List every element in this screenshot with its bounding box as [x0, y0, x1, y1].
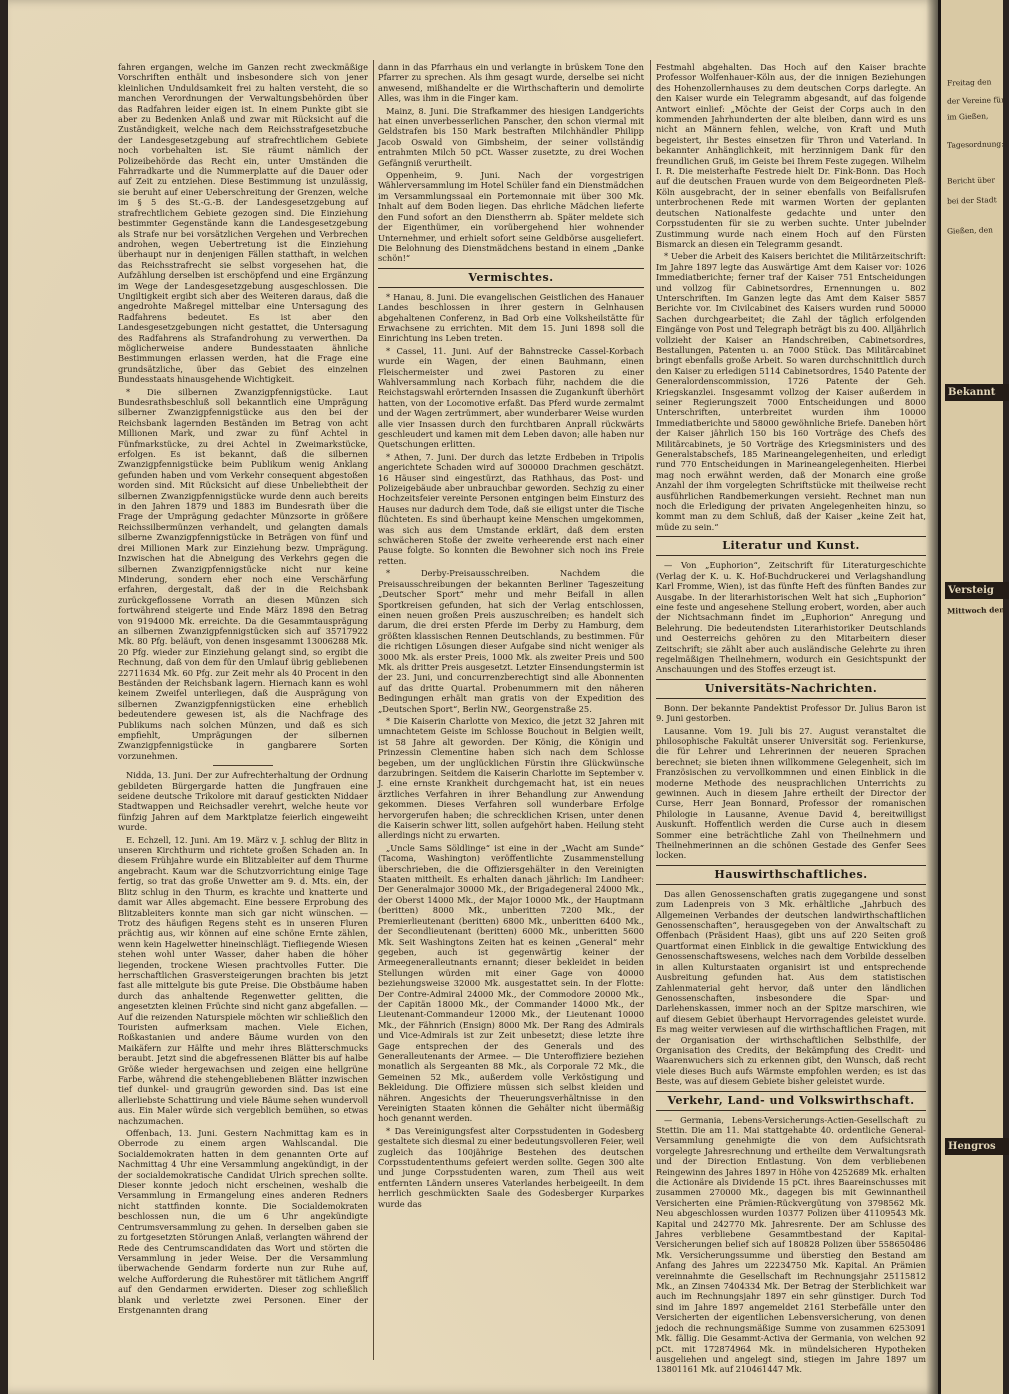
edge-line: im Gießen, [946, 111, 989, 122]
article-uncle-sam: „Uncle Sams Söldlinge“ ist eine in der „Wacht am Sunde“ (Tacoma, Washington) veröffentlichte Zusammenstellung überschrieben, die die Offiziersgehälter in den Vereinigten Staaten mittheilt. Es erhalten danach jährlich: Im Landheer: Der Generalmajor 30000 Mk., der Brigadegeneral 24000 Mk., der Oberst 14000 Mk., der Major 10000 Mk., der Hauptmann (beritten) 8000 Mk., unberitten 7200 Mk., der Premierlieutenant (beritten) 6800 Mk., unberitten 6400 Mk., der Secondlieutenant (beritten) 6000 Mk., unberitten 5600 Mk. Seit Washingtons Zeiten hat es keinen „General“ mehr gegeben, auch ist gegenwärtig keiner der Armeegeneralleutnants ernannt; dieser bekleidet in beiden Stellungen würden mit einer Gage von 40000 beziehungsweise 32000 Mk. ausgestattet sein. In der Flotte: Der Contre-Admiral 24000 Mk., der Commodore 20000 Mk., der Capitän 18000 Mk., der Commander 14000 Mk., der Lieutenant-Commandeur 12000 Mk., der Lieutenant 10000 Mk., der Fähnrich (Ensign) 8000 Mk. Der Rang des Admirals und Vice-Admirals ist zur Zeit unbesetzt; diese letzte ihre Gage entsprechen der des Generals und des Generalleutenants der Armee. — Die Unteroffiziere beziehen monatlich als Sergeanten 88 Mk., als Corporale 72 Mk., die Gemeinen 52 Mk., außerdem volle Verköstigung und Bekleidung. Die Offiziere müssen sich selbst kleiden und nähren. Angesichts der Theuerungsverhältnisse in den Vereinigten Staaten können die Gehälter nicht übermäßig hoch genannt werden. [378, 842, 644, 1124]
article-cassel: * Cassel, 11. Juni. Auf der Bahnstrecke Cassel-Korbach wurde ein Wagen, der einen Bauhmann, einen Fleischermeister und zwei Pastoren zu einer Wahlversammlung nach Korbach führ, nachdem die die Reichstagswahl erörternden Insassen die Zugankunft überhört hatten, von der Locomotive erfaßt. Das Pferd wurde zermalmt und der Wagen zertrümmert, aber wunderbarer Weise wurden alle vier Insassen durch den furchtbaren Anprall rückwärts geschleudert und kamen mit dem Leben davon; alle haben nur Quetschungen erlitten. [378, 345, 644, 450]
adjacent-page-edge [938, 0, 1003, 1394]
edge-line: der Vereine für [946, 95, 1005, 106]
article-echzell: E. Echzell, 12. Juni. Am 19. März v. J. schlug der Blitz in unseren Kirchthurm und richtete großen Schaden an. In diesem Frühjahre wurde ein Blitzableiter auf dem Thurme angebracht. Kaum war die Schutzvorrichtung einige Tage fertig, so trat das große Unwetter am 9. d. Mts. ein, der Blitz schlug in den Thurm, es krachte und knatterte und damit war Alles abgemacht. Eine bessere Erprobung des Blitzableiters konnte man sich gar nicht wünschen. — Trotz des häufigen Regens steht es in unseren Fluren prächtig aus, wir können auf eine schöne Ernte zählen, wenn kein Hagelwetter hineinschlägt. Tiefliegende Wiesen stehen wohl unter Wasser, daher haben die höher liegenden, trockene Wiesen prachtvolles Futter. Die herrschaftlichen Grasversteigerungen brachten bis jetzt fast alle mittelgute bis gute Preise. Die Obstbäume haben durch das anhaltende Regenwetter gelitten, die angesetzten kleinen Früchte sind nicht ganz abgefallen. — Auf die reizenden Naturspiele möchten wir schließlich den Touristen aufmerksam machen. Viele Eichen, Roßkastanien und andere Bäume wurden von den Maikäfern zur Hälfte und mehr ihres Blätterschmucks beraubt. Jetzt sind die abgefressenen Blätter bis auf halbe Größe wieder hergewachsen und zeigen eine hellgrüne Farbe, während die stehengebliebenen Blätter inzwischen tief dunkel- und graugrün geworden sind. Das ist eine allerliebste Schattirung und viele Bäume sehen wundervoll aus. Ein Maler würde sich vergeblich bemühen, so etwas nachzumachen. [118, 834, 368, 1126]
section-heading-verkehr: Verkehr, Land- und Volkswirthschaft. [656, 1091, 926, 1111]
article-bonn: Bonn. Der bekannte Pandektist Professor Dr. Julius Baron ist 9. Juni gestorben. [656, 702, 926, 724]
edge-line: Gießen, den [946, 225, 994, 236]
separator [213, 765, 273, 766]
article-euphorion: — Von „Euphorion“, Zeitschrift für Literaturgeschichte (Verlag der K. u. K. Hof-Buchdruckerei und Verlagshandlung Karl Fromme, Wien), ist das fünfte Heft des fünften Bandes zur Ausgabe. In der literarhistorischen Welt hat sich „Euphorion“ eine feste und angesehene Stellung erobert, worden, aber auch der Nichtsachmann findet im „Euphorion“ Anregung und Belehrung. Die bedeutendsten Literarhistoriker Deutschlands und Oesterreichs gehören zu den Mitarbeitern dieser Zeitschrift; sie zählt aber auch ausländische Gelehrte zu ihren regelmäßigen Theilnehmern, wodurch ein Gesichtspunkt der Anschauungen und des Stoffes erzeugt ist. [656, 560, 926, 675]
article-hanau: * Hanau, 8. Juni. Die evangelischen Geistlichen des Hanauer Landes beschlossen in ihrer gestern in Gelnhausen abgehaltenen Conferenz, in Bad Orb eine Volksheilstätte für Erwachsene zu errichten. Mit dem 15. Juni 1898 soll die Einrichtung ins Leben treten. [378, 291, 644, 344]
article-germania: — Germania, Lebens-Versicherungs-Actien-Gesellschaft zu Stettin. Die am 11. Mai stattgehabte 40. ordentliche General-Versammlung genehmigte die von dem Aufsichtsrath vorgelegte Jahresrechnung und ertheilte dem Verwaltungsrath und der Direction Entlastung. Von dem verbliebenen Reingewinn des Jahres 1897 in Höhe von 4252689 Mk. erhalten die Actionäre als Dividende 15 pCt. ihres Baareinschusses mit zusammen 270000 Mk., dagegen bis mit Gewinnantheil Versicherten eine Prämien-Rückvergütung von 3798562 Mk. Neu abgeschlossen wurden 10377 Polizen über 41109543 Mk. Kapital und 242770 Mk. Jahresrente. Der am Schlusse des Jahres verbliebene Gesammtbestand der Kapital-Versicherungen belief sich auf 180828 Polizen über 558650486 Mk. Versicherungssumme und überstieg den Bestand am Anfang des Jahres um 22234750 Mk. Kapital. An Prämien vereinnahmte die Gesellschaft im Rechnungsjahr 25115812 Mk., an Zinsen 7404334 Mk. Der Betrag der Sterblichkeit war auch im Rechnungsjahr 1897 ein sehr günstiger. Durch Tod sind im Jahre 1897 angemeldet 2161 Sterbefälle unter den Versicherten der eigentlichen Lebensversicherung, von denen jedoch die rechnungsmäßige Summe von zusammen 6253091 Mk. fällig. Die Gesammt-Activa der Germania, von welchen 92 pCt. mit 172874964 Mk. in mündelsicheren Hypotheken ausgeliehen und angelegt sind, stiegen im Jahre 1897 um 13801161 Mk. auf 210461447 Mk. [656, 1114, 926, 1375]
article-jahrbuch: Das allen Genossenschaften gratis zugegangene und sonst zum Ladenpreis von 3 Mk. erhältliche „Jahrbuch des Allgemeinen Verbandes der deutschen landwirthschaftlichen Genossenschaften“, herausgegeben von der Anwaltschaft zu Offenbach (Präsident Haas), gibt uns auf 220 Seiten groß Quartformat einen Einblick in die gewaltige Entwicklung des Genossenschaftswesens, welches nach dem Vorbilde desselben in allen Kulturstaaten organisirt ist und entsprechende Ausbreitung gefunden hat. Aus dem statistischen Zahlenmaterial geht hervor, daß unter den ländlichen Genossenschaften, insbesondere die Spar- und Darlehenskassen, immer noch an der Spitze marschiren, wie auf diesem Gebiet überhaupt Hervorragendes geleistet wurde. Es mag weiter verwiesen auf die wirthschaftlichen Fragen, mit der Organisation der wirthschaftlichen Selbsthilfe, der Organisation des Credits, der Bekämpfung des Credit- und Waarenwuchers sich zu erkennen gibt, den Wunsch, daß recht viele dieses Buch aufs Wärmste empfohlen werden; es ist das Beste, was auf diesem Gebiete bisher geleistet wurde. [656, 888, 926, 1087]
article-oppenheim: Oppenheim, 9. Juni. Nach der vorgestrigen Wählerversammlung im Hotel Schüler fand ein Dienstmädchen im Versammlungssaal ein Portemonnaie mit über 300 Mk. Inhalt auf dem Boden liegen. Das ehrliche Mädchen lieferte den Fund sofort an den Dienstherrn ab. Später meldete sich der Eigenthümer, ein vorübergehend hier wohnender Unternehmer, und erhielt sofort seine Geldbörse ausgeliefert. Die Belohnung des Dienstmädchens bestand in einem „Danke schön!“ [378, 170, 644, 264]
column-rule-1 [373, 60, 374, 1360]
article-festmahl: Festmahl abgehalten. Das Hoch auf den Kaiser brachte Professor Wolfenhauer-Köln aus, der die innigen Beziehungen des Hohenzollernhauses zu dem deutschen Corps darlegte. An den Kaiser wurde ein Telegramm abgesandt, auf das folgende Antwort einlief: „Möchte der Geist der Corps auch in den kommenden Jahrhunderten der alte bleiben, dann wird es uns nicht an Männern fehlen, welche, von Kraft und Muth begeistert, ihr Bestes einsetzen für Thron und Vaterland. In bekannter Anhänglichkeit, mit herzinnigem Dank für den freundlichen Gruß, im Geiste bei Ihrem Feste zugegen. Wilhelm I. R. Die meisterhafte Festrede hielt Dr. Fink-Bonn. Das Hoch auf die deutschen Frauen wurde von dem Beigeordneten Pleß-Köln ausgebracht, der in seiner ebenfalls von Beifallsrufen unterbrochenen Rede mit warmen Worten der geplanten deutschen Nationalfeste gedachte und unter den Corpsstudenten für sie zu werben suchte. Unter jubelnder Zustimmung wurde nach einem Hoch auf den Fürsten Bismarck an diesen ein Telegramm gesandt. [656, 62, 926, 249]
article-zwanzigpfennigstuecke: * Die silbernen Zwanzigpfennigstücke. Laut Bundesrathsbeschluß soll bekanntlich eine Umprägung silberner Zwanzigpfennigstücke aus den bei der Reichsbank lagernden Beständen im Betrag von acht Millionen Mark, und zwar zu fünf Achtel in Fünfmarkstücke, zu drei Achtel in Zweimarkstücke, erfolgen. Es ist bekannt, daß die silbernen Zwanzigpfennigstücke beim Publikum wenig Anklang gefunden haben und vom Verkehr consequent abgestoßen worden sind. Mit Rücksicht auf diese Unbeliebtheit der silbernen Zwanzigpfennigstücke wurde denn auch bereits in den Jahren 1879 und 1883 im Bundesrath über die Frage der Umprägung gedachter Münzsorte in größere Reichssilbermünzen verhandelt, und gelangten damals silberne Zwanzigpfennigstücke in Beträgen von fünf und drei Millionen Mark zur Einziehung bezw. Umprägung. Inzwischen hat die Abneigung des Verkehrs gegen die silbernen Zwanzigpfennigstücke nicht nur keine Minderung, sondern eher noch eine Verschärfung erfahren, dergestalt, daß der in die Reichsbank zurückgeflossene Vorrath an diesen Münzen sich fortwährend steigerte und Ende März 1898 den Betrag von 9194000 Mk. erreichte. Da die Gesammtausprägung an silbernen Zwanzigpfennigstücken sich auf 35717922 Mk. 80 Pfg. beläuft, von denen insgesammt 13006288 Mk. 20 Pfg. wieder zur Einziehung gelangt sind, so ergibt die Rechnung, daß von dem für den Umlauf übrig gebliebenen 22711634 Mk. 60 Pfg. zur Zeit mehr als 40 Procent in den Beständen der Reichsbank lagern. Hiernach kann es wohl keinem Zweifel unterliegen, daß die Ausprägung von silbernen Zwanzigpfennigstücken eine erheblich bedeutendere gewesen ist, als die Nachfrage des Publikums nach solchen Münzen, und daß es sich empfiehlt, Umprägungen der silbernen Zwanzigpfennigstücke in gangbarere Sorten vorzunehmen. [118, 386, 368, 761]
article-mainz: Mainz, 8. Juni. Die Strafkammer des hiesigen Landgerichts hat einen unverbesserlichen Panscher, den schon viermal mit Geldstrafen bis 150 Mark bestraften Milchhändler Philipp Jacob Oswald von Gimbsheim, der seiner vollständig entrahmten Milch 50 pCt. Wasser zusetzte, zu drei Wochen Gefängniß verurtheilt. [378, 105, 644, 168]
edge-line: Freitag den [946, 77, 992, 88]
article-pfarrhaus: dann in das Pfarrhaus ein und verlangte in brüskem Tone den Pfarrer zu sprechen. Als ihm gesagt wurde, derselbe sei nicht anwesend, mißhandelte er die Wirthschafterin und demolirte Alles, was ihm in die Finger kam. [378, 62, 644, 104]
article-offenbach: Offenbach, 13. Juni. Gestern Nachmittag kam es in Oberrode zu einem argen Wahlscandal. Die Socialdemokraten hatten in dem genannten Orte auf Nachmittag 4 Uhr eine Versammlung angekündigt, in der der socialdemokratische Candidat Ulrich sprechen sollte. Dieser konnte jedoch nicht erscheinen, weshalb die Versammlung in Ermangelung eines anderen Redners nicht stattfinden konnte. Die Socialdemokraten beschlossen nun, die um 6 Uhr angekündigte Centrumsversammlung zu gehen. In derselben gaben sie zu fortgesetzten Störungen Anlaß, verlangten während der Rede des Centrumscandidaten das Wort und störten die Versammlung in jeder Weise. Der die Versammlung überwachende Gendarm forderte nun zur Ruhe auf, welche Aufforderung die Ruhestörer mit tätlichem Angriff auf den Gendarmen erwiderten. Dieser zog schließlich blank und verletzte zwei Personen. Einer der Erstgenannten drang [118, 1128, 368, 1315]
article-kaiserin-charlotte: * Die Kaiserin Charlotte von Mexico, die jetzt 32 Jahren mit umnachtetem Geiste im Schlosse Bouchout in Belgien weilt, ist 58 Jahre alt geworden. Der König, die Königin und Prinzessin Clementine haben sich nach dem Schlosse begeben, um der unglücklichen Fürstin ihre Glückwünsche darzubringen. Seitdem die Kaiserin Charlotte im September v. J. eine ernste Krankheit durchgemacht hat, ist ein neues ärztliches Verfahren in ihrer Behandlung zur Anwendung gekommen. Dieses Verfahren soll wunderbare Erfolge hervorgerufen haben; die schrecklichen Krisen, unter denen die Kaiserin schwer litt, sollen aufgehört haben. Heilung steht allerdings nicht zu erwarten. [378, 715, 644, 841]
section-heading-vermischtes: Vermischtes. [378, 268, 644, 288]
edge-heading: Bekannt [945, 384, 1009, 401]
article-derby: * Derby-Preisausschreiben. Nachdem die Preisausschreibungen der bekannten Berliner Tageszeitung „Deutscher Sport“ mehr und mehr Beifall in allen Sportkreisen gefunden, hat sich der Verlag entschlossen, einen neuen großen Preis auszuschreiben; es handelt sich darum, die drei ersten Pferde im Derby zu Hamburg, dem größten klassischen Rennen Deutschlands, zu bestimmen. Für die richtigen Lösungen dieser Aufgabe sind nicht weniger als 3000 Mk. als erster Preis, 1000 Mk. als zweiter Preis und 500 Mk. als dritter Preis ausgesetzt. Letzter Einsendungstermin ist der 23. Juni, und concurrenzberechtigt sind alle Abonnenten auf das dritte Quartal. Probenummern mit den näheren Bedingungen erhält man gratis von der Expedition des „Deutschen Sport“, Berlin NW., Georgenstraße 25. [378, 568, 644, 714]
section-heading-universitaet: Universitäts-Nachrichten. [656, 679, 926, 699]
page-sheet [8, 0, 938, 1394]
article-radfahr-verordnung: fahren ergangen, welche im Ganzen recht zweckmäßige Vorschriften enthält und insbesondere sich von jener kleinlichen Unduldsamkeit frei zu halten versteht, die so manchen Verordnungen der Verwaltungsbehörden über das Radfahren leider eigen ist. In einem Punkte gibt sie aber zu Bedenken Anlaß und zwar mit Rücksicht auf die Zuständigkeit, welche nach dem Reichsstrafgesetzbuche der Landesgesetzgebung auf strafrechtlichem Gebiete noch vorbehalten ist. Sie räumt nämlich der Polizeibehörde das Recht ein, unter Umständen die Fahrradkarte und die Nummerplatte auf die Dauer oder auf Zeit zu entziehen. Diese Bestimmung ist unzulässig, sie beruht auf einer Ueberschreitung der Grenzen, welche im § 5 des St.-G.-B. der Landesgesetzgebung auf strafrechtlichem Gebiete gezogen sind. Die Einziehung bestimmter Gegenstände kann die Landesgesetzgebung als Strafe nur bei vorsätzlichen Vergehen und Verbrechen androhen, wegen Uebertretung ist die Einziehung überhaupt nur in denjenigen Fällen statthaft, in welchen das Reichsstrafrecht sie selbst vorgesehen hat, die Aufzählung derselben ist erschöpfend und eine Ergänzung im Wege der Landesgesetzgebung ausgeschlossen. Die Ungiltigkeit ergibt sich aber des Weiteren daraus, daß die angedrohte Maßregel mittelbar eine Untersagung des Radfahrens bedeutet. Es ist aber den Landesgesetzgebungen nicht gestattet, die Untersagung des Radfahrens als Strafandrohung zu verwerthen. Da möglicherweise andere Bundesstaaten ähnliche Bestimmungen erlassen werden, hat die Frage eine grundsätzliche, über das Gebiet des einzelnen Bundesstaats hinausgehende Wichtigkeit. [118, 62, 368, 385]
article-lausanne: Lausanne. Vom 19. Juli bis 27. August veranstaltet die philosophische Fakultät unserer Universität sog. Ferienkurse, die für Lehrer und Lehrerinnen der neueren Sprachen berechnet; sie bieten ihnen willkommene Gelegenheit, sich im Französischen zu vervollkommnen und einen Einblick in die moderne Methode des neusprachlichen Unterrichts zu gewinnen. Auch in diesem Jahre ertheilt der Director der Curse, Herr Jean Bonnard, Professor der romanischen Philologie in Lausanne, Avenue David 4, bereitwilligst Auskunft. Hoffentlich werden die Curse auch in diesem Sommer eine beträchtliche Zahl von Theilnehmern und Theilnehmerinnen an die schönen Gestade des Genfer Sees locken. [656, 725, 926, 861]
column-rule-2 [650, 60, 651, 1360]
edge-line: Bericht über [946, 175, 996, 186]
article-corpsstudenten: * Das Vereinigungsfest alter Corpsstudenten in Godesberg gestaltete sich diesmal zu einer bedeutungsvolleren Feier, weil zugleich das 100jährige Bestehen des deutschen Corpsstudententhums gefeiert werden sollte. Gegen 300 alte und junge Corpsstudenten waren, zum Theil aus weit entfernten Ländern unseres Vaterlandes herbeigeeilt. In dem herrlich geschmückten Saale des Godesberger Kurparkes wurde das [378, 1125, 644, 1209]
edge-heading: Versteig [945, 582, 1009, 599]
column-2 [378, 62, 644, 1362]
column-1 [118, 62, 368, 1362]
edge-line: Mittwoch den [946, 605, 1005, 616]
section-heading-hauswirthschaft: Hauswirthschaftliches. [656, 865, 926, 885]
edge-line: bei der Stadt [946, 195, 997, 206]
section-heading-literatur: Literatur und Kunst. [656, 536, 926, 556]
edge-heading: Hengros [945, 1138, 1009, 1155]
article-kaiser-arbeit: * Ueber die Arbeit des Kaisers berichtet die Militärzeitschrift: Im Jahre 1897 legte das Auswärtige Amt dem Kaiser vor: 1026 Immediatberichte; ferner traf der Kaiser 751 Entscheidungen und vollzog für Cabinetsordres, Ernennungen u. 802 Unterschriften. Im Ganzen legte das Amt dem Kaiser 5857 Berichte vor. Im Civilcabinet des Kaisers wurden rund 50000 Sachen durchgearbeitet; die Zahl der täglich erfolgenden Eingänge von Post und Telegraph beträgt bis zu 400. Alljährlich vollzieht der Kaiser an Handschreiben, Cabinetsordres, Bestallungen, Patenten u. an 7000 Stück. Das Militärcabinet bringt ebenfalls große Arbeit. So waren durchschnittlich durch den Kaiser zu erledigen 5114 Cabinetsordres, 1540 Patente der Generalordenscommission, 1726 Patente der Geh. Kriegskanzlei. Insgesammt vollzog der Kaiser außerdem in seiner Regierungszeit 7000 Entscheidungen und 8000 Unterschriften, unterbreitet wurden ihm 10000 Immediatberichte und 58000 gewöhnliche Briefe. Daneben hört der Kaiser jährlich 150 bis 160 Vorträge des Chefs des Militärcabinets, je 50 Vorträge des Kriegsministers und des Generalstabschefs, 185 Marineangelegenheiten, und erledigt rund 770 Entscheidungen in Marineangelegenheiten. Hierbei mag noch erwähnt werden, daß der Monarch eine große Anzahl der ihm vorgelegten Schriftstücke mit theilweise recht ausführlichen Randbemerkungen versieht. Rechnet man nun noch die Erledigung der privaten Angelegenheiten hinzu, so kommt man zu dem Schluß, daß der Kaiser „keine Zeit hat, müde zu sein.“ [656, 251, 926, 532]
article-athen: * Athen, 7. Juni. Der durch das letzte Erdbeben in Tripolis angerichtete Schaden wird auf 300000 Drachmen geschätzt. 16 Häuser sind eingestürzt, das Rathhaus, das Post- und Polizeigebäude aber unbrauchbar geworden. Sechzig zu einer Hochzeitsfeier vereinte Personen entgingen beim Einsturz des Hauses nur dadurch dem Tode, daß sie eiligst unter die Tische flüchteten. Es sind überhaupt keine Menschen umgekommen, was sich aus dem Umstande erklärt, daß dem ersten schwächeren Stoße der zweite verheerende erst nach einer Pause folgte. So konnten die Bewohner sich noch ins Freie retten. [378, 451, 644, 566]
article-nidda: Nidda, 13. Juni. Der zur Aufrechterhaltung der Ordnung gebildeten Bürgergarde hatten die Jungfrauen eine seidene deutsche Trikolore mit darauf gestickten Niddaer Stadtwappen und Reichsadler verehrt, welche heute vor fünfzig Jahren auf dem Marktplatze feierlich eingeweiht wurde. [118, 770, 368, 833]
column-3 [656, 62, 926, 1375]
edge-line: Tagesordnung: [946, 139, 1004, 150]
